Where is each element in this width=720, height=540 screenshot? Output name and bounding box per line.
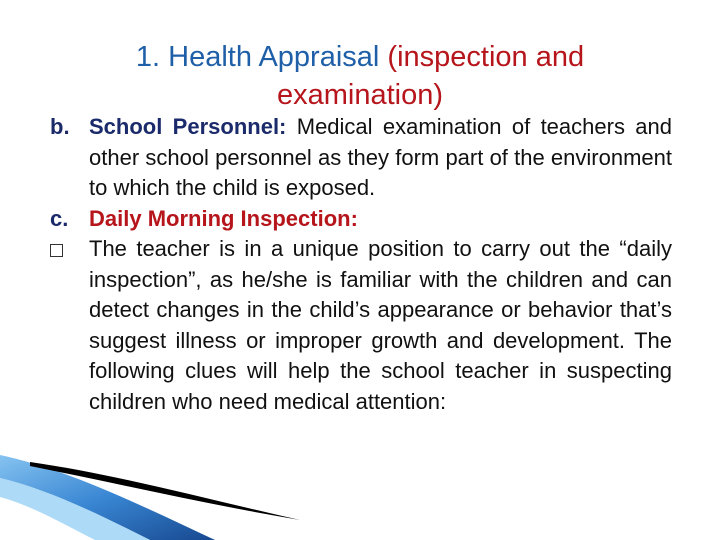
slide-body bbox=[50, 112, 672, 417]
title-paren: (inspection and examination) bbox=[276, 41, 585, 111]
item-c-marker: c. bbox=[50, 205, 69, 231]
title-main: Health Appraisal bbox=[168, 41, 380, 73]
item-b-body: Medical examination of teachers and other school personnel as they form part of the environment to which the child is exposed. bbox=[89, 114, 672, 200]
bullet-item bbox=[50, 234, 672, 417]
item-c-text bbox=[89, 204, 672, 235]
item-b bbox=[50, 112, 672, 204]
item-b-text bbox=[89, 112, 672, 204]
item-c bbox=[50, 204, 672, 235]
swoosh-black-stroke bbox=[30, 462, 300, 520]
slide-title bbox=[60, 38, 660, 114]
item-c-lead: Daily Morning Inspection: bbox=[89, 205, 358, 231]
item-b-lead: School Personnel: bbox=[89, 114, 287, 139]
bullet-text: The teacher is in a unique position to carry out the “daily inspection”, as he/she is familiar with the children and can detect changes in the child’s appearance or behavior that’s suggest illness or improper growth and development. The following clues will help the school teacher in suspecting children who need medical attention: bbox=[89, 236, 672, 414]
swoosh-light-band bbox=[0, 478, 150, 540]
item-b-marker: b. bbox=[50, 114, 70, 139]
title-number: 1. bbox=[135, 41, 161, 73]
swoosh-blue-band bbox=[0, 455, 215, 540]
checkbox-bullet-icon bbox=[50, 234, 89, 268]
